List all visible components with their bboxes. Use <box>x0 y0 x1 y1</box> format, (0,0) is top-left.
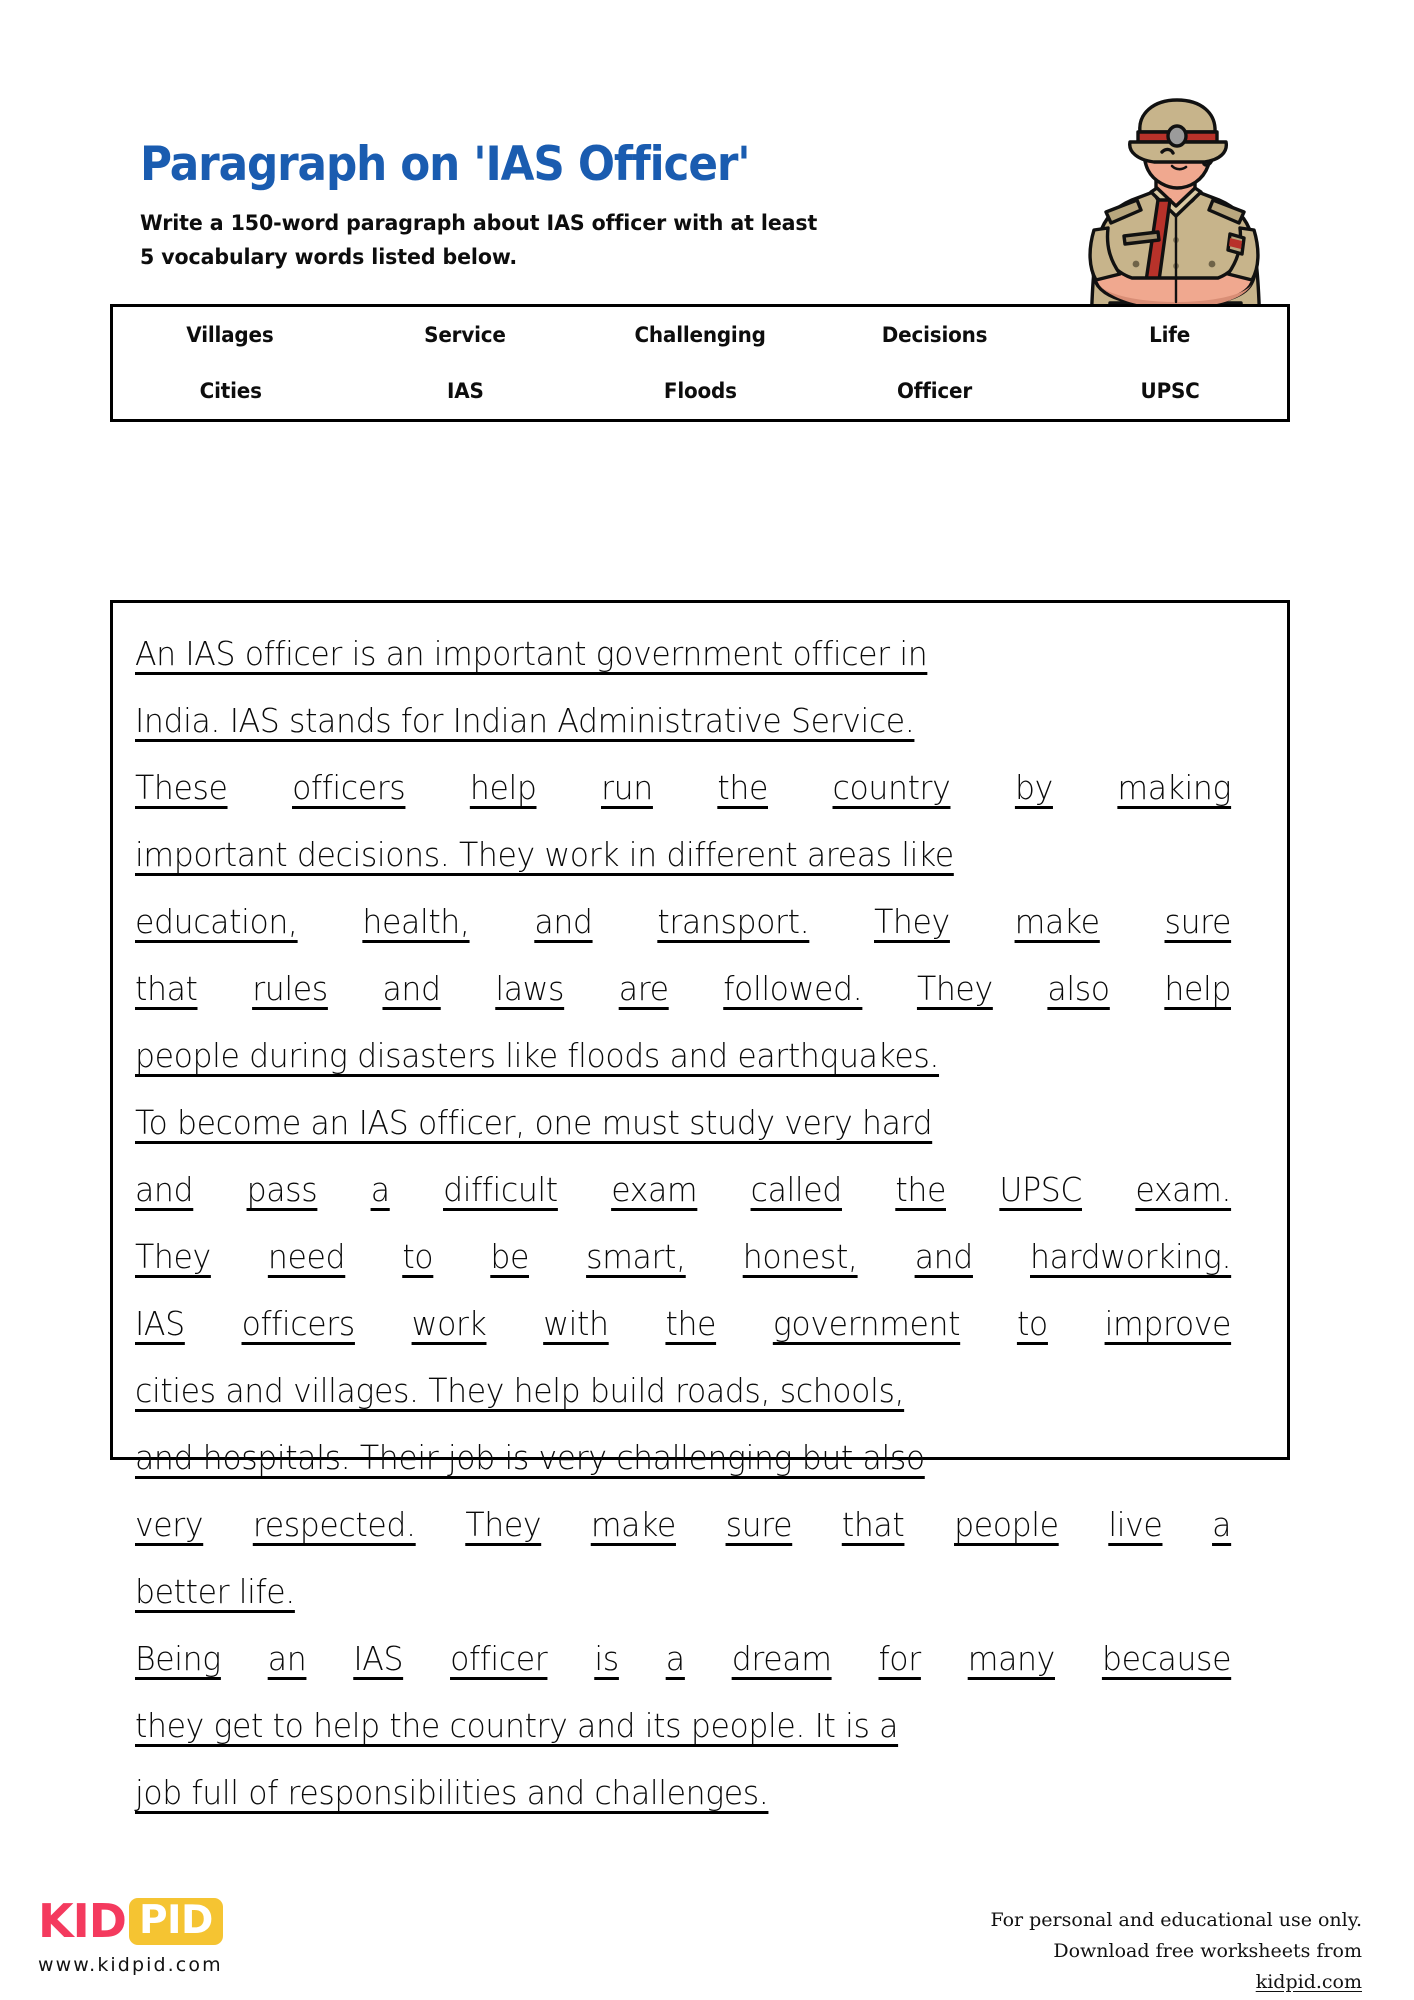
vocab-word: UPSC <box>1140 379 1200 403</box>
answer-word: pass <box>246 1171 318 1209</box>
answer-box[interactable] <box>110 600 1290 1812</box>
answer-word: help <box>1164 970 1231 1008</box>
vocab-word: Officer <box>897 379 973 403</box>
answer-word: live <box>1108 1506 1163 1544</box>
answer-word: They <box>916 970 993 1008</box>
kidpid-logo <box>38 1895 378 1976</box>
vocab-word: Cities <box>199 379 262 403</box>
answer-line <box>135 1224 1231 1291</box>
answer-word: to <box>402 1238 434 1276</box>
answer-word: the <box>717 769 768 807</box>
answer-word: run <box>601 769 653 807</box>
answer-line <box>135 1626 1231 1693</box>
logo-website-url: www.kidpid.com <box>38 1954 223 1976</box>
logo-kid-text: KID <box>38 1894 126 1948</box>
answer-word: help <box>469 769 537 807</box>
answer-word: a <box>370 1171 390 1209</box>
answer-word: These <box>135 769 228 807</box>
answer-line <box>135 1157 1231 1224</box>
answer-line <box>135 889 1231 956</box>
answer-word: and <box>534 903 593 941</box>
worksheet-header <box>140 137 1040 275</box>
answer-line: and hospitals. Their job is very challenging but also <box>135 1439 925 1477</box>
vocab-word: IAS <box>446 379 484 403</box>
answer-word: They <box>135 1238 211 1276</box>
answer-word: education, <box>135 903 298 941</box>
logo-pid-text: PID <box>138 1897 213 1943</box>
answer-line: people during disasters like floods and earthquakes. <box>135 1037 940 1075</box>
answer-word: dream <box>731 1640 832 1678</box>
answer-word: that <box>135 970 198 1008</box>
answer-word: IAS <box>135 1305 185 1343</box>
answer-word: officer <box>450 1640 548 1678</box>
vocabulary-grid <box>113 307 1287 419</box>
answer-word: They <box>465 1506 542 1544</box>
answer-word: making <box>1117 769 1232 807</box>
answer-word: honest, <box>742 1238 858 1276</box>
footer-download-prefix: Download free worksheets from <box>1053 1939 1362 1962</box>
vocab-word: Life <box>1149 323 1191 347</box>
answer-word: are <box>618 970 669 1008</box>
answer-word: is <box>594 1640 619 1678</box>
answer-word: the <box>665 1305 717 1343</box>
answer-word: the <box>895 1171 946 1209</box>
answer-word: smart, <box>586 1238 686 1276</box>
answer-word: government <box>772 1305 961 1343</box>
answer-word: be <box>490 1238 530 1276</box>
answer-word: rules <box>252 970 328 1008</box>
answer-word: transport. <box>657 903 810 941</box>
answer-word: They <box>874 903 950 941</box>
answer-line: To become an IAS officer, one must study very hard <box>135 1104 933 1142</box>
answer-word: because <box>1101 1640 1232 1678</box>
answer-word: difficult <box>443 1171 558 1209</box>
answer-word: sure <box>725 1506 793 1544</box>
answer-line: they get to help the country and its people. It is a <box>135 1707 899 1745</box>
vocab-word: Service <box>424 323 506 347</box>
answer-word: health, <box>362 903 470 941</box>
answer-line: important decisions. They work in different areas like <box>135 836 954 874</box>
answer-word: improve <box>1104 1305 1232 1343</box>
answer-word: called <box>750 1171 842 1209</box>
instruction-text <box>140 207 1000 275</box>
vocab-word: Floods <box>663 379 737 403</box>
answer-line: better life. <box>135 1573 295 1611</box>
answer-word: that <box>841 1506 905 1544</box>
answer-word: need <box>267 1238 346 1276</box>
vocab-word: Decisions <box>882 323 988 347</box>
answer-word: by <box>1014 769 1053 807</box>
kidpid-link[interactable]: kidpid.com <box>1255 1970 1362 1993</box>
answer-word: for <box>878 1640 921 1678</box>
vocab-word: Villages <box>186 323 275 347</box>
answer-word: people <box>954 1506 1059 1544</box>
vocabulary-box <box>110 304 1290 422</box>
answer-word: laws <box>495 970 565 1008</box>
answer-word: very <box>135 1506 204 1544</box>
answer-line <box>135 755 1231 822</box>
answer-word: officers <box>241 1305 355 1343</box>
vocab-word: Challenging <box>634 323 766 347</box>
footer-download-line <box>990 1936 1362 1998</box>
answer-word: sure <box>1164 903 1232 941</box>
answer-word: a <box>1212 1506 1232 1544</box>
answer-line: cities and villages. They help build roads, schools, <box>135 1372 905 1410</box>
answer-line: An IAS officer is an important government officer in <box>135 635 928 673</box>
answer-word: with <box>543 1305 609 1343</box>
answer-inner <box>113 603 1287 1827</box>
answer-word: IAS <box>353 1640 404 1678</box>
answer-word: respected. <box>252 1506 416 1544</box>
answer-word: make <box>1014 903 1100 941</box>
answer-word: a <box>665 1640 685 1678</box>
answer-word: also <box>1047 970 1110 1008</box>
answer-line: job full of responsibilities and challenges. <box>135 1774 769 1812</box>
answer-word: an <box>267 1640 307 1678</box>
answer-word: make <box>590 1506 676 1544</box>
instruction-line-1: Write a 150-word paragraph about IAS officer with at least <box>140 211 818 237</box>
answer-word: officers <box>292 769 406 807</box>
ias-officer-illustration <box>1058 88 1293 333</box>
answer-word: and <box>135 1171 194 1209</box>
answer-word: country <box>832 769 951 807</box>
answer-word: Being <box>135 1640 221 1678</box>
answer-line <box>135 1291 1231 1358</box>
page-title: Paragraph on 'IAS Officer' <box>140 137 750 192</box>
answer-paragraph <box>135 621 1231 1827</box>
answer-word: followed. <box>723 970 863 1008</box>
footer-usage-line: For personal and educational use only. <box>990 1909 1362 1931</box>
answer-line <box>135 1492 1231 1559</box>
answer-word: many <box>967 1640 1055 1678</box>
footer-note <box>990 1905 1362 1997</box>
answer-word: exam <box>611 1171 698 1209</box>
answer-word: and <box>914 1238 973 1276</box>
answer-line: India. IAS stands for Indian Administrative Service. <box>135 702 915 740</box>
answer-word: and <box>382 970 441 1008</box>
answer-word: exam. <box>1135 1171 1232 1209</box>
answer-word: hardworking. <box>1030 1238 1232 1276</box>
logo-row <box>38 1895 378 1947</box>
answer-word: to <box>1016 1305 1048 1343</box>
logo-pid-badge <box>129 1898 223 1945</box>
instruction-line-2: 5 vocabulary words listed below. <box>140 245 518 271</box>
answer-line <box>135 956 1231 1023</box>
answer-word: UPSC <box>999 1171 1082 1209</box>
answer-word: work <box>411 1305 487 1343</box>
